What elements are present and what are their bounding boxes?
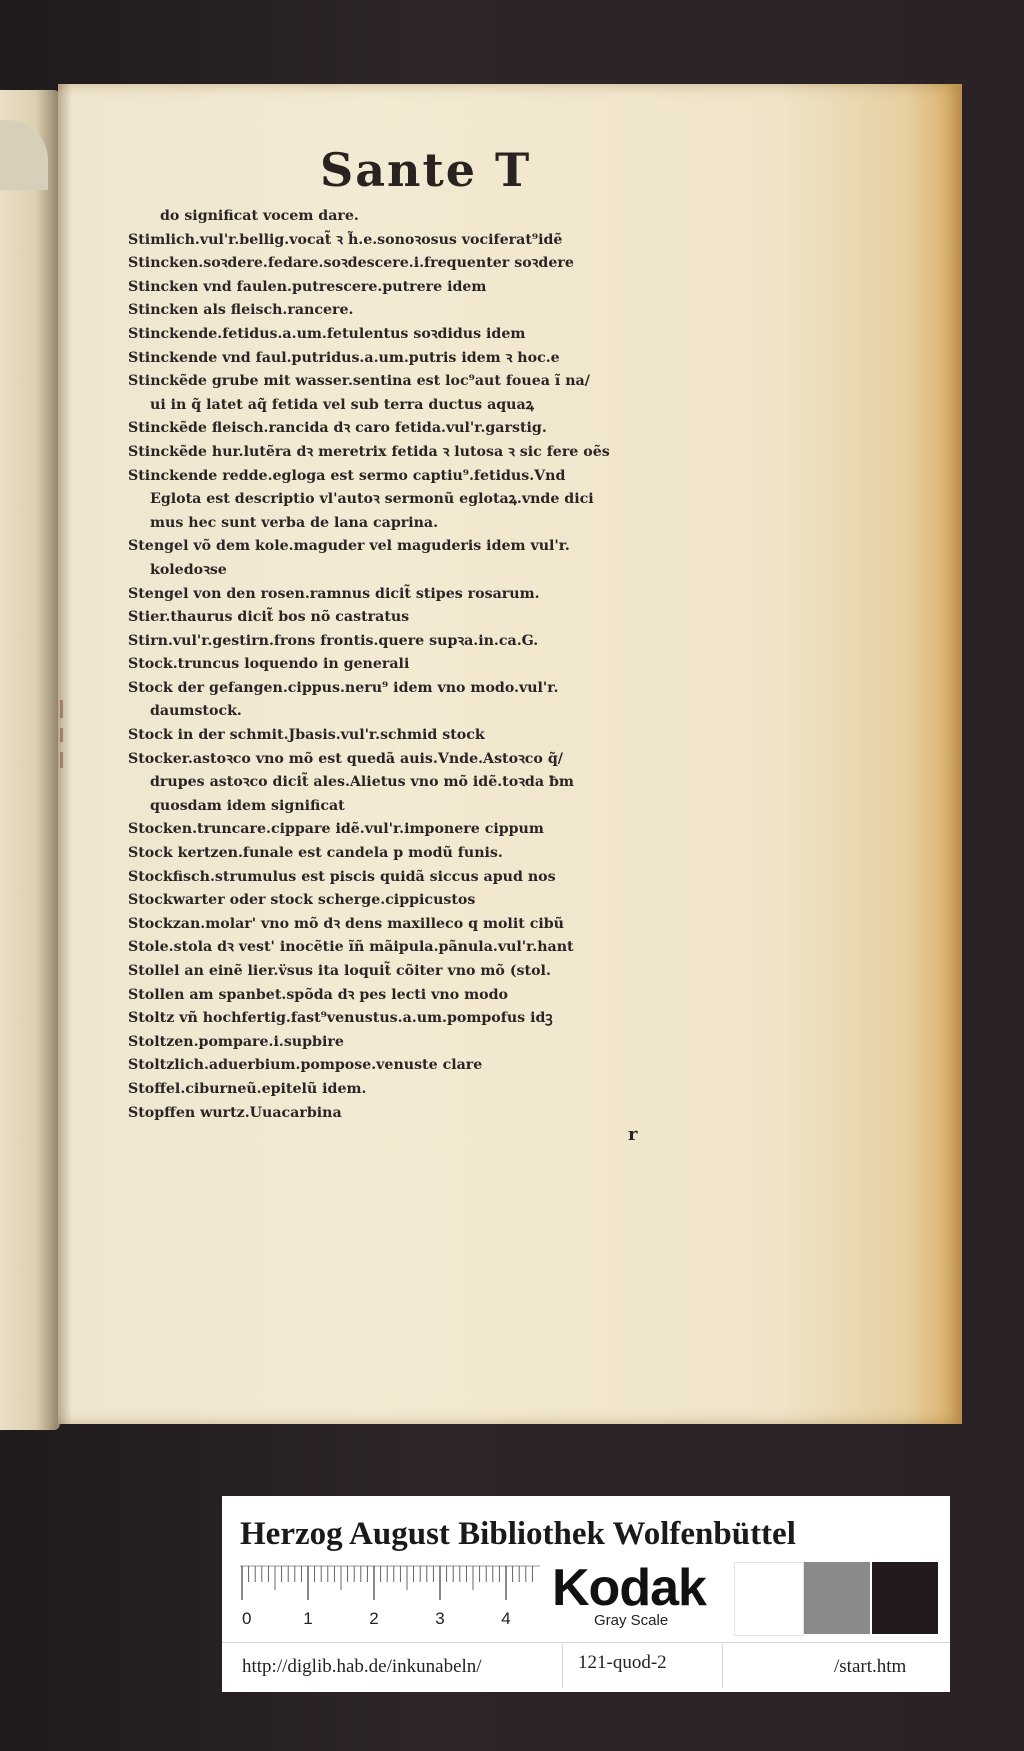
text-line: Stinckẽde grube mit wasser.sentina est loc⁹aut fouea ĩ na/ (128, 373, 590, 390)
text-line: Stoltz vñ hochfertig.fast⁹venustus.a.um.pompofus idꝫ (128, 1010, 553, 1027)
text-line: Stengel võ dem kole.maguder vel maguderis idem vul'r. (128, 538, 570, 555)
text-line: Stockwarter oder stock scherge.cippicustos (128, 892, 476, 909)
text-line: Stollen am spanbet.spõda dꝛ pes lecti vno modo (128, 986, 508, 1003)
text-line: Stoltzlich.aduerbium.pompose.venuste clare (128, 1057, 483, 1074)
signature-mark: r (628, 1124, 638, 1145)
text-line: drupes astoꝛco dicit̃ ales.Alietus vno mõ idẽ.toꝛda ƀm (150, 774, 574, 791)
text-line: Stopffen wurtz.Uuacarbina (128, 1104, 342, 1121)
ruler-number: 2 (369, 1609, 379, 1628)
card-divider (222, 1642, 950, 1643)
page-heading: Sante T (320, 143, 532, 197)
text-line: Stinckende.fetidus.a.um.fetulentus soꝛdidus idem (128, 325, 526, 342)
text-line: koledoꝛse (150, 561, 227, 578)
text-line: Stollel an einẽ lier.v̈sus ita loquit̃ cõiter vno mõ (stol. (128, 963, 551, 979)
text-line: Stinckẽde fleisch.rancida dꝛ caro fetida.vul'r.garstig. (128, 420, 547, 437)
library-card (222, 1496, 950, 1692)
text-line: Stincken vnd faulen.putrescere.putrere idem (128, 278, 487, 295)
text-line: Stinckende redde.egloga est sermo captiu⁹.fetidus.Vnd (128, 467, 566, 484)
text-line: Stincken als fleisch.rancere. (128, 302, 354, 319)
white-swatch (734, 1562, 804, 1636)
text-line: Stoffel.ciburneũ.epitelũ idem. (128, 1080, 367, 1097)
ruler-number: 1 (303, 1609, 313, 1628)
text-line: daumstock. (150, 703, 242, 720)
url-separator (562, 1644, 563, 1688)
text-line: mus hec sunt verba de lana caprina. (150, 514, 439, 531)
ruler-number: 0 (242, 1609, 252, 1628)
left-page-tab (0, 120, 48, 190)
margin-mark (60, 700, 63, 718)
text-line: Stock in der schmit.Jbasis.vul'r.schmid stock (128, 727, 485, 744)
text-block (128, 205, 708, 1125)
text-line: Stoltzen.pompare.i.supbire (128, 1033, 344, 1050)
text-line: Stirn.vul'r.gestirn.frons frontis.quere supꝛa.in.ca.G. (128, 632, 539, 649)
ruler-number: 3 (435, 1609, 445, 1628)
text-line: Stockzan.molar' vno mõ dꝛ dens maxilleco q molit cibũ (128, 915, 564, 932)
kodak-logo: Kodak (552, 1559, 706, 1617)
text-line: ui in q̃ latet aq̃ fetida vel sub terra ductus aquaꝝ (150, 396, 534, 413)
url-separator (722, 1644, 723, 1688)
text-line: Stockfisch.strumulus est piscis quidã siccus apud nos (128, 868, 556, 885)
url-mid: 121-quod-2 (578, 1652, 667, 1673)
text-line: Stock der gefangen.cippus.neru⁹ idem vno modo.vul'r. (128, 679, 559, 696)
text-line: do significat vocem dare. (160, 208, 359, 224)
black-swatch (872, 1562, 938, 1634)
margin-mark (60, 752, 63, 768)
grayscale-label: Gray Scale (594, 1612, 669, 1629)
text-line: Stock kertzen.funale est candela p modũ funis. (128, 845, 503, 862)
ruler (240, 1564, 540, 1632)
card-title: Herzog August Bibliothek Wolfenbüttel (240, 1516, 796, 1552)
text-line: Stengel von den rosen.ramnus dicit̃ stipes rosarum. (128, 585, 540, 602)
text-line: Stier.thaurus dicit̃ bos nõ castratus (128, 609, 410, 626)
text-line: Stinckẽde hur.lutẽra dꝛ meretrix fetida ꝛ lutosa ꝛ sic fere oẽs (128, 443, 610, 460)
text-line: quosdam idem significat (150, 797, 345, 814)
ruler-number: 4 (501, 1609, 511, 1628)
text-line: Stock.truncus loquendo in generali (128, 656, 410, 673)
text-line: Eglota est descriptio vl'autoꝛ sermonũ eglotaꝝ.vnde dici (150, 491, 594, 508)
margin-mark (60, 728, 63, 742)
text-line: Stinckende vnd faul.putridus.a.um.putris idem ꝛ hoc.e (128, 349, 560, 366)
text-line: Stocken.truncare.cippare idẽ.vul'r.imponere cippum (128, 821, 544, 838)
url-right: /start.htm (834, 1656, 907, 1677)
text-line: Stincken.soꝛdere.fedare.soꝛdescere.i.frequenter soꝛdere (128, 255, 574, 272)
gray-swatch (804, 1562, 870, 1634)
left-page-edge (0, 90, 60, 1430)
url-left: http://diglib.hab.de/inkunabeln/ (242, 1656, 482, 1677)
text-line: Stole.stola dꝛ vest' inocẽtie ĩñ mãipula.pãnula.vul'r.hant (128, 939, 574, 956)
text-line: Stimlich.vul'r.bellig.vocat̃ ꝛ h̃.e.sonoꝛosus vociferat⁹idẽ (128, 231, 563, 248)
text-line: Stocker.astoꝛco vno mõ est quedã auis.Vnde.Astoꝛco q̃/ (128, 750, 563, 767)
